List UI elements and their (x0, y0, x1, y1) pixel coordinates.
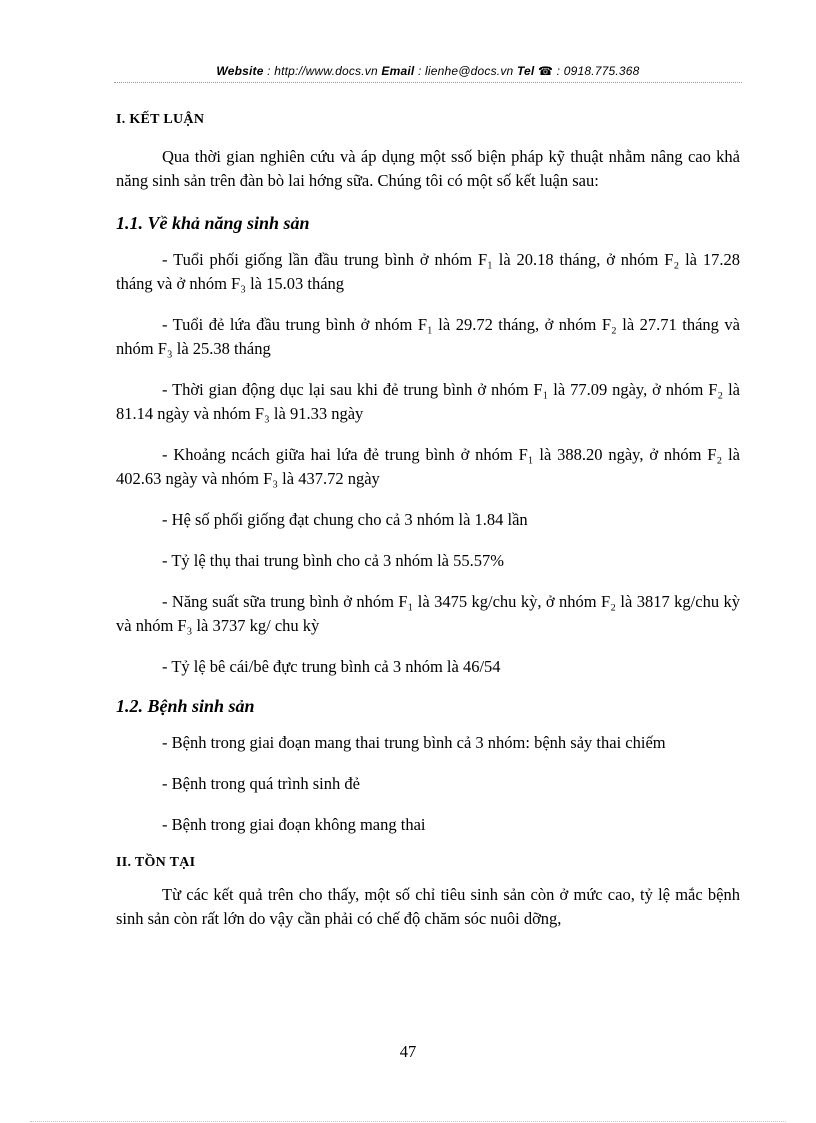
section-2-text: Từ các kết quả trên cho thấy, một số chỉ tiêu sinh sản còn ở mức cao, tỷ lệ mắc bệnh sinh sản còn rất lớn do vậy cần phải có chế độ chăm sóc nuôi dỡng, (116, 885, 740, 928)
list-item: - Bệnh trong giai đoạn không mang thai (162, 815, 426, 834)
email-value: : lienhe@docs.vn (414, 64, 517, 78)
list-item: - Bệnh trong giai đoạn mang thai trung bình cả 3 nhóm: bệnh sảy thai chiếm (162, 733, 666, 752)
list-item: - Hệ số phối giống đạt chung cho cả 3 nhóm là 1.84 lần (162, 510, 528, 529)
list-item: - Bệnh trong quá trình sinh đẻ (162, 774, 360, 793)
page-header (114, 64, 742, 78)
email-label: Email (381, 64, 415, 78)
list-item: - Tỷ lệ bê cái/bê đực trung bình cả 3 nhóm là 46/54 (162, 657, 501, 676)
list-item: - Năng suất sữa trung bình ở nhóm F₁ là 3475 kg/chu kỳ, ở nhóm F₂ là 3817 kg/chu kỳ và nhóm F₃ là 3737 kg/ chu kỳ (116, 592, 740, 635)
list-item: - Thời gian động dục lại sau khi đẻ trung bình ở nhóm F₁ là 77.09 ngày, ở nhóm F₂ là 81.14 ngày và nhóm F₃ là 91.33 ngày (116, 380, 740, 423)
list-item: - Tuổi phối giống lần đầu trung bình ở nhóm F₁ là 20.18 tháng, ở nhóm F₂ là 17.28 tháng và ở nhóm F₃ là 15.03 tháng (116, 250, 740, 293)
page-bottom-divider (30, 1121, 786, 1122)
header-divider (114, 82, 742, 83)
telephone-icon: ☎ (537, 64, 554, 78)
document-body (116, 112, 740, 931)
section-2-heading: II. TỒN TẠI (116, 855, 196, 870)
section-1-heading: I. KẾT LUẬN (116, 112, 205, 127)
tel-value: : 0918.775.368 (553, 64, 640, 78)
website-value: : http://www.docs.vn (263, 64, 382, 78)
page-number: 47 (399, 1042, 417, 1061)
list-item: - Tuổi đẻ lứa đầu trung bình ở nhóm F₁ là 29.72 tháng, ở nhóm F₂ là 27.71 tháng và nhóm F₃ là 25.38 tháng (116, 315, 740, 358)
subsection-1-1-heading: 1.1. Về khả năng sinh sản (116, 213, 310, 233)
list-item: - Khoảng ncách giữa hai lứa đẻ trung bình ở nhóm F₁ là 388.20 ngày, ở nhóm F₂ là 402.63 ngày và nhóm F₃ là 437.72 ngày (116, 445, 740, 488)
section-1-intro: Qua thời gian nghiên cứu và áp dụng một ssố biện pháp kỹ thuật nhằm nâng cao khả năng sinh sản trên đàn bò lai hớng sữa. Chúng tôi có một số kết luận sau: (116, 147, 740, 190)
website-label: Website (216, 64, 264, 78)
tel-label: Tel (516, 64, 535, 78)
subsection-1-2-heading: 1.2. Bệnh sinh sản (116, 696, 255, 716)
list-item: - Tỷ lệ thụ thai trung bình cho cả 3 nhóm là 55.57% (162, 551, 505, 570)
